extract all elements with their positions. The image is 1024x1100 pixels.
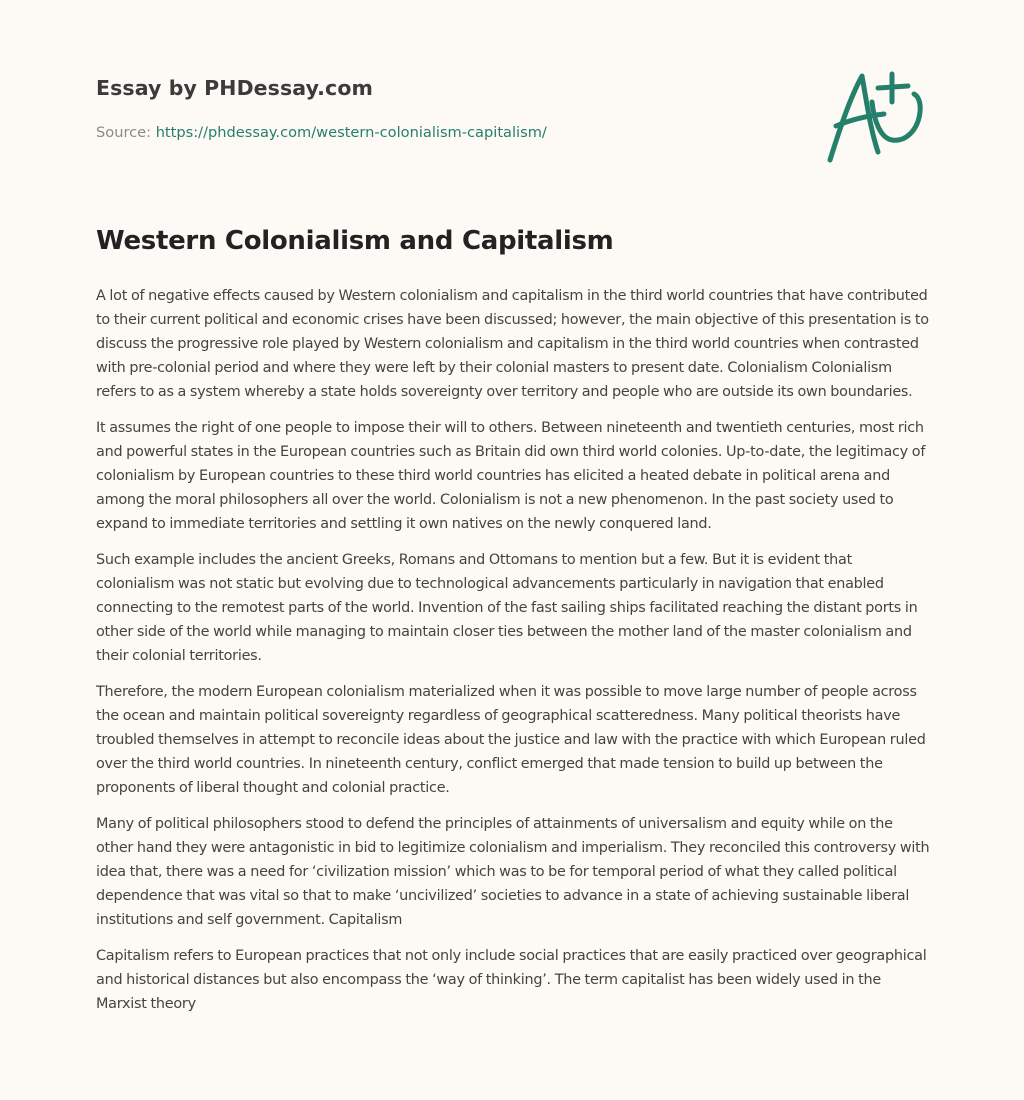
essay-paragraph: A lot of negative effects caused by Western colonialism and capitalism in the third world countries that have contributed to their current political and economic crises have been discussed; however, the main objective of this presentation is to discuss the progressive role played by Western colonialism and capitalism in the third world countries when contrasted with pre-colonial period and where they were left by their colonial masters to present date. Colonialism Colonialism refers to as a system whereby a state holds sovereignty over territory and people who are outside its own boundaries. xyxy=(96,288,929,400)
essay-paragraph: It assumes the right of one people to impose their will to others. Between nineteenth and twentieth centuries, most rich and powerful states in the European countries such as Britain did own third world colonies. Up-to-date, the legitimacy of colonialism by European countries to these third world countries has elicited a heated debate in political arena and among the moral philosophers all over the world. Colonialism is not a new phenomenon. In the past society used to expand to immediate territories and settling it own natives on the newly conquered land. xyxy=(96,420,926,532)
source-label: Source: xyxy=(96,124,152,141)
essay-body xyxy=(96,284,932,1028)
source-line xyxy=(96,124,547,141)
essay-paragraph: Many of political philosophers stood to defend the principles of attainments of universalism and equity while on the other hand they were antagonistic in bid to legitimize colonialism and imperialism. They reconciled this controversy with idea that, there was a need for ‘civilization mission’ which was to be for temporal period of what they called political dependence that was vital so that to make ‘uncivilized’ societies to advance in a state of achieving sustainable liberal institutions and self government. Capitalism xyxy=(96,816,930,928)
a-plus-logo-icon xyxy=(826,68,926,164)
essay-paragraph: Therefore, the modern European colonialism materialized when it was possible to move large number of people across the ocean and maintain political sovereignty regardless of geographical scatteredness. Many political theorists have troubled themselves in attempt to reconcile ideas about the justice and law with the practice with which European ruled over the third world countries. In nineteenth century, conflict emerged that made tension to build up between the proponents of liberal thought and colonial practice. xyxy=(96,684,926,796)
essay-title: Western Colonialism and Capitalism xyxy=(96,226,614,256)
essay-paragraph: Capitalism refers to European practices that not only include social practices that are easily practiced over geographical and historical distances but also encompass the ‘way of thinking’. The term capitalist has been widely used in the Marxist theory xyxy=(96,948,927,1012)
source-link[interactable]: https://phdessay.com/western-colonialism-capitalism/ xyxy=(155,124,547,141)
site-brand: Essay by PHDessay.com xyxy=(96,76,373,100)
essay-paragraph: Such example includes the ancient Greeks, Romans and Ottomans to mention but a few. But it is evident that colonialism was not static but evolving due to technological advancements particularly in navigation that enabled connecting to the remotest parts of the world. Invention of the fast sailing ships facilitated reaching the distant ports in other side of the world while managing to maintain closer ties between the mother land of the master colonialism and their colonial territories. xyxy=(96,552,918,664)
